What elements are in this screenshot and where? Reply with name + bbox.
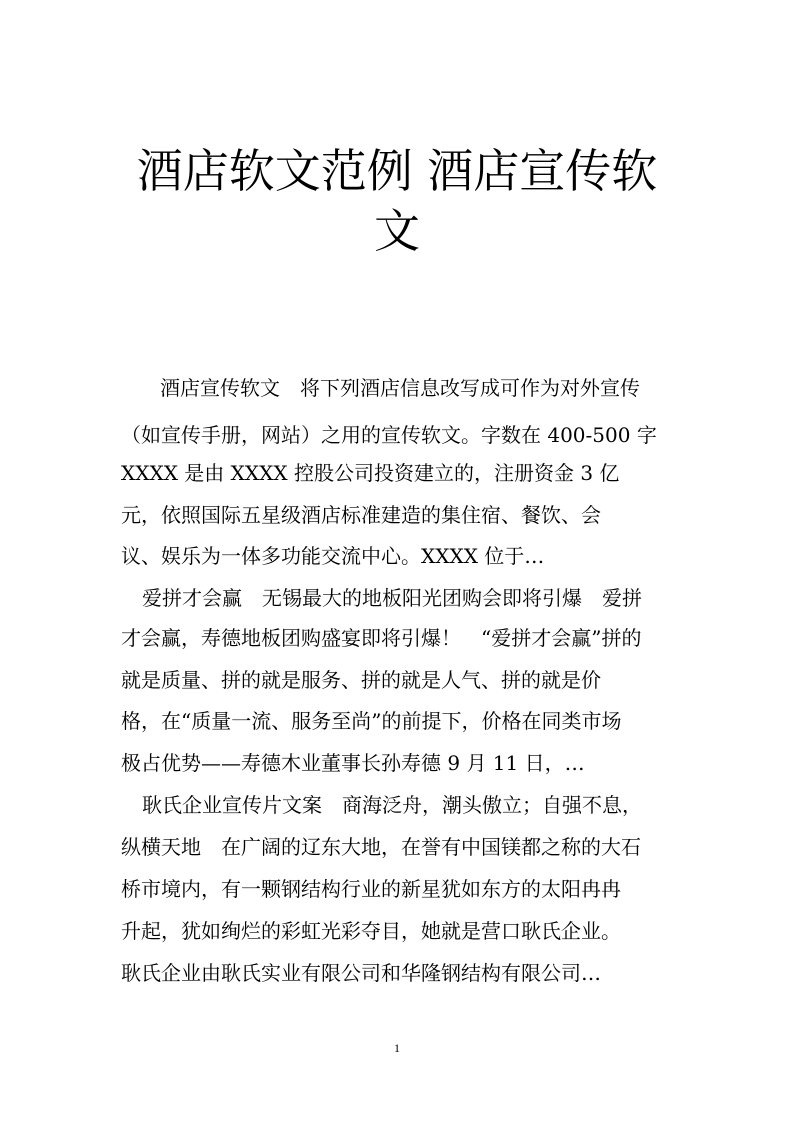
document-title-line-2: 文 xyxy=(374,204,420,258)
paragraph-line: 极占优势——寿德木业董事长孙寿德 9 月 11 日，… xyxy=(121,751,585,775)
paragraph-line: 格，在“质量一流、服务至尚”的前提下，价格在同类市场 xyxy=(121,709,622,733)
paragraph-line: XXXX 是由 XXXX 控股公司投资建立的，注册资金 3 亿 xyxy=(121,461,620,485)
paragraph-line: 爱拼才会赢 无锡最大的地板阳光团购会即将引爆 爱拼 xyxy=(142,586,642,610)
paragraph-line: 桥市境内，有一颗钢结构行业的新星犹如东方的太阳冉冉 xyxy=(121,877,621,901)
paragraph-line: 就是质量、拼的就是服务、拼的就是人气、拼的就是价 xyxy=(121,668,601,692)
paragraph-line: 耿氏企业由耿氏实业有限公司和华隆钢结构有限公司… xyxy=(121,961,601,985)
paragraph-line: 议、娱乐为一体多功能交流中心。XXXX 位于… xyxy=(121,544,545,568)
paragraph-line: 耿氏企业宣传片文案 商海泛舟，潮头傲立；自强不息， xyxy=(142,793,642,817)
paragraph-line: 元，依照国际五星级酒店标准建造的集住宿、餐饮、会 xyxy=(121,503,601,527)
paragraph-line: （如宣传手册，网站）之用的宣传软文。字数在 400-500 字 xyxy=(121,423,657,447)
paragraph-line: 才会赢，寿德地板团购盛宴即将引爆！ “爱拼才会赢”拼的 xyxy=(121,626,642,650)
page-number: 1 xyxy=(394,1041,400,1055)
paragraph-line: 酒店宣传软文 将下列酒店信息改写成可作为对外宣传 xyxy=(160,376,640,400)
paragraph-line: 升起，犹如绚烂的彩虹光彩夺目，她就是营口耿氏企业。 xyxy=(121,919,621,943)
document-title-line-1: 酒店软文范例 酒店宣传软 xyxy=(136,144,658,198)
paragraph-line: 纵横天地 在广阔的辽东大地，在誉有中国镁都之称的大石 xyxy=(121,835,641,859)
